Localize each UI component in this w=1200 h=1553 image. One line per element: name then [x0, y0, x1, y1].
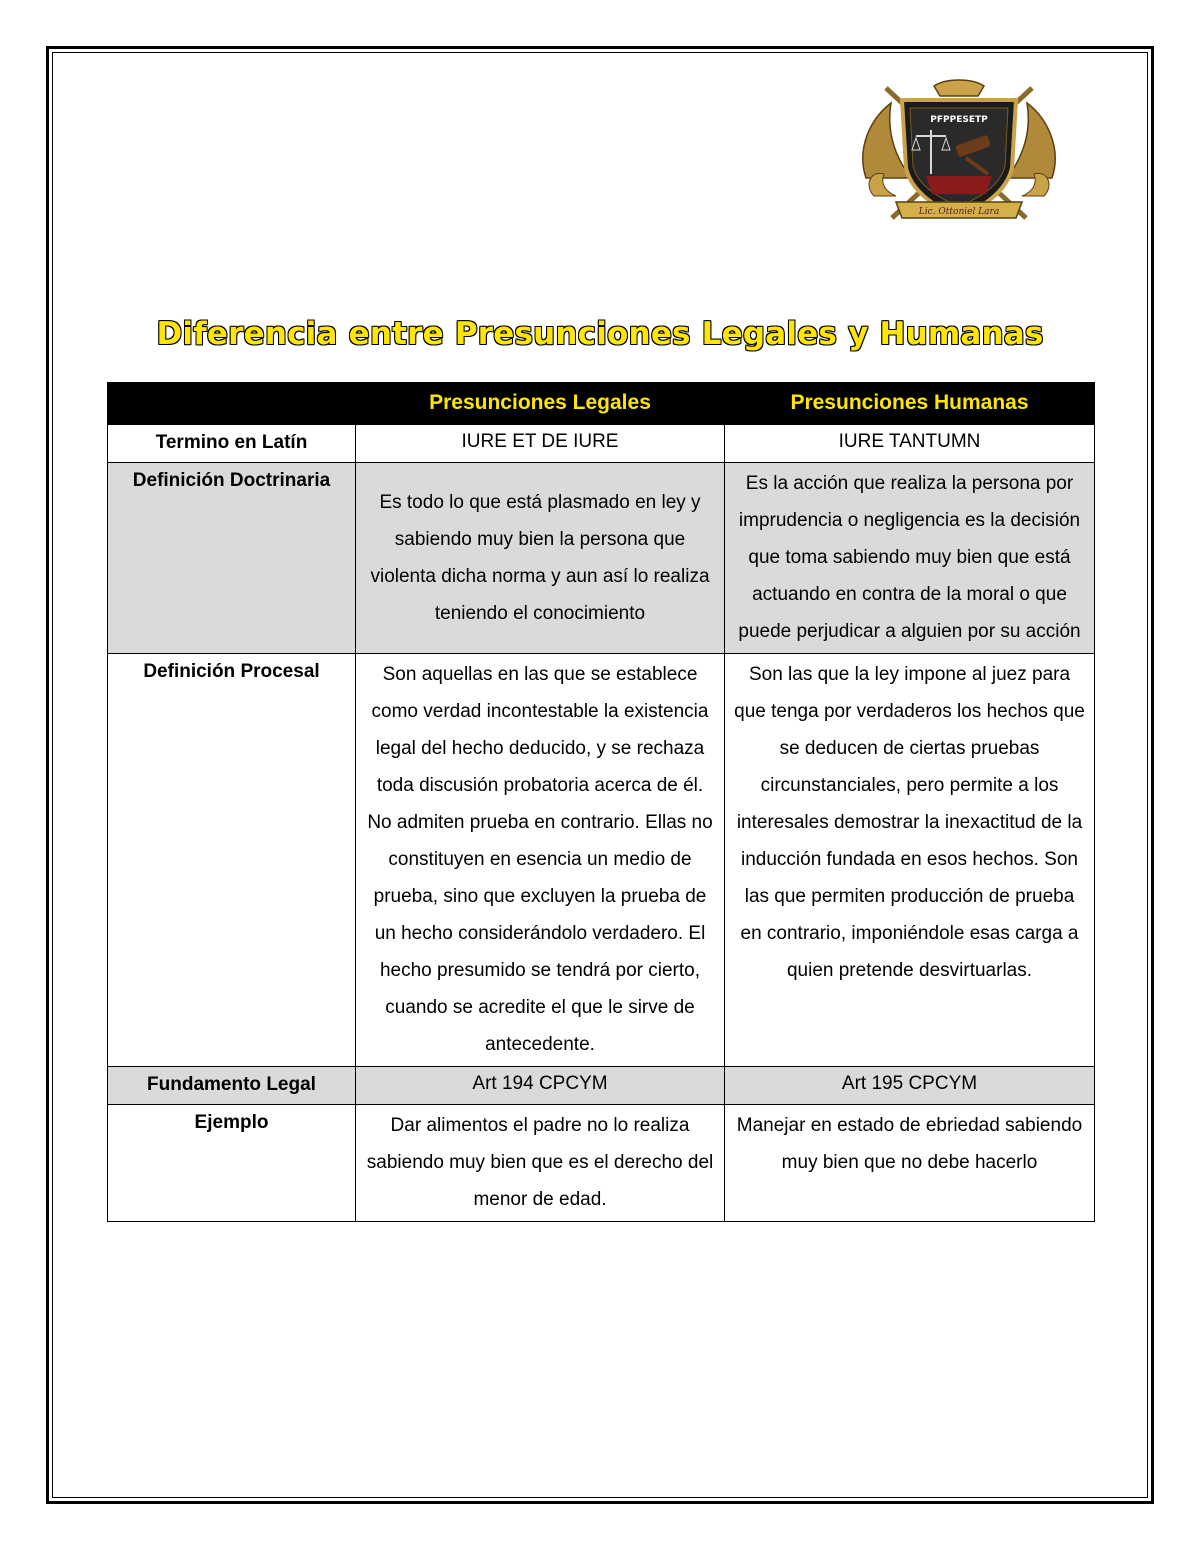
table-row	[108, 1067, 1095, 1105]
cell-humanas: Art 195 CPCYM	[725, 1067, 1095, 1105]
table-row	[108, 654, 1095, 1067]
row-label: Definición Doctrinaria	[108, 463, 356, 654]
header-presunciones-legales: Presunciones Legales	[356, 383, 725, 425]
cell-legales: IURE ET DE IURE	[356, 425, 725, 463]
row-label: Fundamento Legal	[108, 1067, 356, 1105]
cell-humanas: IURE TANTUMN	[725, 425, 1095, 463]
table-header-row	[108, 383, 1095, 425]
logo-acronym: PFPPESETP	[930, 115, 988, 125]
cell-legales: Son aquellas en las que se establece como verdad incontestable la existencia legal del hecho deducido, y se rechaza toda discusión probatoria acerca de él. No admiten prueba en contrario. Ellas no constituyen en esencia un medio de prueba, sino que excluyen la prueba de un hecho considerándolo verdadero. El hecho presumido se tendrá por cierto, cuando se acredite el que le sirve de antecedente.	[356, 654, 725, 1067]
legal-crest-logo	[856, 78, 1062, 228]
cell-humanas: Manejar en estado de ebriedad sabiendo muy bien que no debe hacerlo	[725, 1105, 1095, 1222]
table-row	[108, 425, 1095, 463]
row-label: Termino en Latín	[108, 425, 356, 463]
comparison-table	[107, 382, 1095, 1222]
logo-ribbon-text: Lic. Ottoniel Lara	[918, 207, 1000, 217]
cell-legales: Dar alimentos el padre no lo realiza sabiendo muy bien que es el derecho del menor de edad.	[356, 1105, 725, 1222]
cell-legales: Es todo lo que está plasmado en ley y sabiendo muy bien la persona que violenta dicha norma y aun así lo realiza teniendo el conocimiento	[356, 463, 725, 654]
header-presunciones-humanas: Presunciones Humanas	[725, 383, 1095, 425]
document-title: Diferencia entre Presunciones Legales y Humanas	[156, 316, 1044, 352]
cell-humanas: Son las que la ley impone al juez para que tenga por verdaderos los hechos que se deducen de ciertas pruebas circunstanciales, pero permite a los interesales demostrar la inexactitud de la inducción fundada en esos hechos. Son las que permiten producción de prueba en contrario, imponiéndole esas carga a quien pretende desvirtuarlas.	[725, 654, 1095, 1067]
row-label: Definición Procesal	[108, 654, 356, 1067]
header-empty	[108, 383, 356, 425]
row-label: Ejemplo	[108, 1105, 356, 1222]
table-row	[108, 463, 1095, 654]
table-row	[108, 1105, 1095, 1222]
cell-legales: Art 194 CPCYM	[356, 1067, 725, 1105]
cell-humanas: Es la acción que realiza la persona por imprudencia o negligencia es la decisión que toma sabiendo muy bien que está actuando en contra de la moral o que puede perjudicar a alguien por su acción	[725, 463, 1095, 654]
